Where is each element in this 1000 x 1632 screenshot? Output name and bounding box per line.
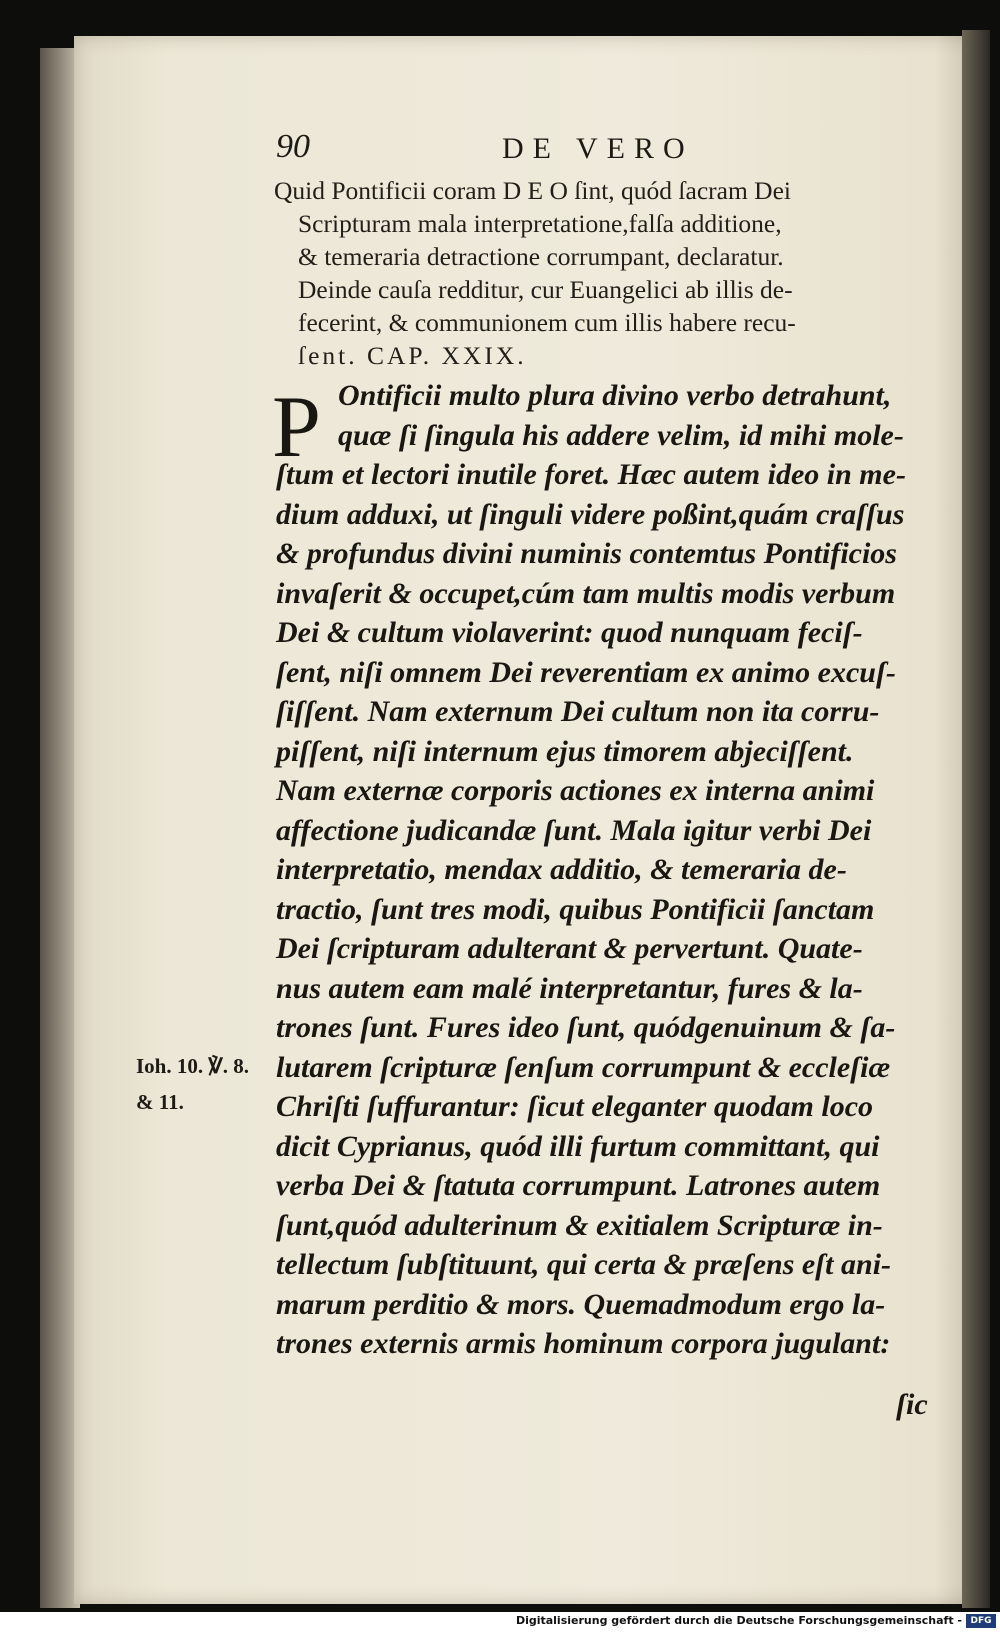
dfg-logo: DFG [966,1614,996,1628]
body-line: trones externis armis hominum corpora jugulant: [276,1327,891,1360]
body-line: tractio, ſunt tres modi, quibus Pontificii ſanctam [276,892,875,926]
body-line: Chriſti ſuffurantur: ſicut eleganter quodam loco [276,1090,874,1123]
body-line: interpretatio, mendax additio, & temeraria de- [276,853,847,886]
body-line: ſent, niſi omnem Dei reverentiam ex animo excuſ- [276,655,896,689]
body-line: invaſerit & occupet,cúm tam multis modis verbum [276,576,896,610]
footer-bar [0,1612,1000,1632]
page-number: 90 [276,128,310,165]
binding-shadow [962,30,990,1608]
summary-line: Quid Pontificii coram D E O ſint, quód ſacram Dei [274,176,791,205]
body-line: Ontificii multo plura divino verbo detrahunt, [338,379,892,412]
drop-cap: P [272,379,321,476]
body-line: marum perditio & mors. Quemadmodum ergo la- [276,1287,886,1321]
running-title: DE VERO [502,132,694,165]
body-line: nus autem eam malé interpretantur, fures & la- [276,971,863,1005]
body-line: verba Dei & ſtatuta corrumpunt. Latrones autem [276,1169,881,1202]
dfg-credit: Digitalisierung gefördert durch die Deutsche Forschungsgemeinschaft - [515,1614,962,1627]
body-line: Dei ſcripturam adulterant & pervertunt. Quate- [276,932,863,965]
summary-line: ſent. CAP. XXIX. [298,341,527,370]
body-line: trones ſunt. Fures ideo ſunt, quódgenuinum & ſa- [276,1011,896,1044]
body-text [276,376,928,1364]
chapter-summary [274,174,926,372]
summary-line: fecerint, & communionem cum illis habere recu- [298,308,796,337]
catchword: ſic [896,1388,928,1421]
body-line: ſtum et lectori inutile foret. Hæc autem ideo in me- [276,458,906,491]
body-line: Dei & cultum violaverint: quod nunquam feciſ- [276,616,863,649]
body-line: quæ ſi ſingula his addere velim, id mihi mole- [338,418,904,452]
summary-line: Scripturam mala interpretatione,falſa additione, [298,209,782,238]
body-line: ſunt,quód adulterinum & exitialem Scripturæ in- [276,1208,883,1242]
body-line: dicit Cyprianus, quód illi furtum committant, qui [276,1129,880,1163]
margin-note-reference: Ioh. 10. ℣. 8. [136,1054,249,1078]
summary-line: Deinde cauſa redditur, cur Euangelici ab illis de- [298,275,793,304]
body-line: tellectum ſubſtituunt, qui certa & præſens eſt ani- [276,1248,892,1281]
body-line: ſiſſent. Nam externum Dei cultum non ita corru- [276,695,880,728]
body-line: dium adduxi, ut ſinguli videre poßint,quám craſſus [276,497,905,531]
body-line: Nam externæ corporis actiones ex interna animi [276,774,875,807]
body-line: & profundus divini numinis contemtus Pontificios [276,537,897,570]
margin-note-reference: & 11. [136,1090,184,1114]
body-line: piſſent, niſi internum ejus timorem abjeciſſent. [276,734,854,768]
running-head [276,128,916,174]
summary-line: & temeraria detractione corrumpant, declaratur. [298,242,784,271]
body-line: lutarem ſcripturæ ſenſum corrumpunt & eccleſiæ [276,1050,891,1084]
body-line: affectione judicandæ ſunt. Mala igitur verbi Dei [276,813,872,847]
